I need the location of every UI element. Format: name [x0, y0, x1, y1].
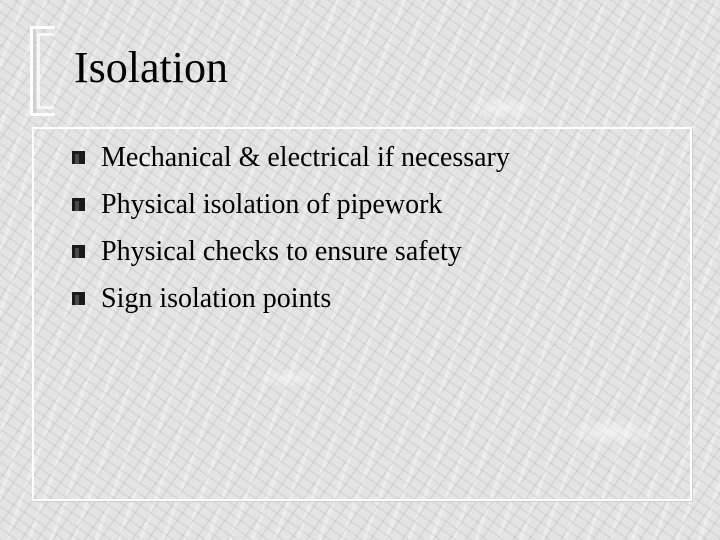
list-item	[72, 143, 510, 190]
title-bracket-inner-decoration	[37, 33, 54, 109]
square-bullet-icon	[72, 151, 85, 164]
list-item	[72, 237, 510, 284]
bullet-text: Mechanical & electrical if necessary	[101, 142, 510, 173]
square-bullet-icon	[72, 245, 85, 258]
square-bullet-icon	[72, 292, 85, 305]
bullet-text: Physical checks to ensure safety	[101, 236, 462, 267]
list-item	[72, 190, 510, 237]
bullet-text: Sign isolation points	[101, 283, 332, 314]
slide-title: Isolation	[74, 43, 228, 92]
bullet-text: Physical isolation of pipework	[101, 189, 443, 220]
square-bullet-icon	[72, 198, 85, 211]
list-item	[72, 284, 510, 331]
bullet-list	[72, 143, 510, 331]
